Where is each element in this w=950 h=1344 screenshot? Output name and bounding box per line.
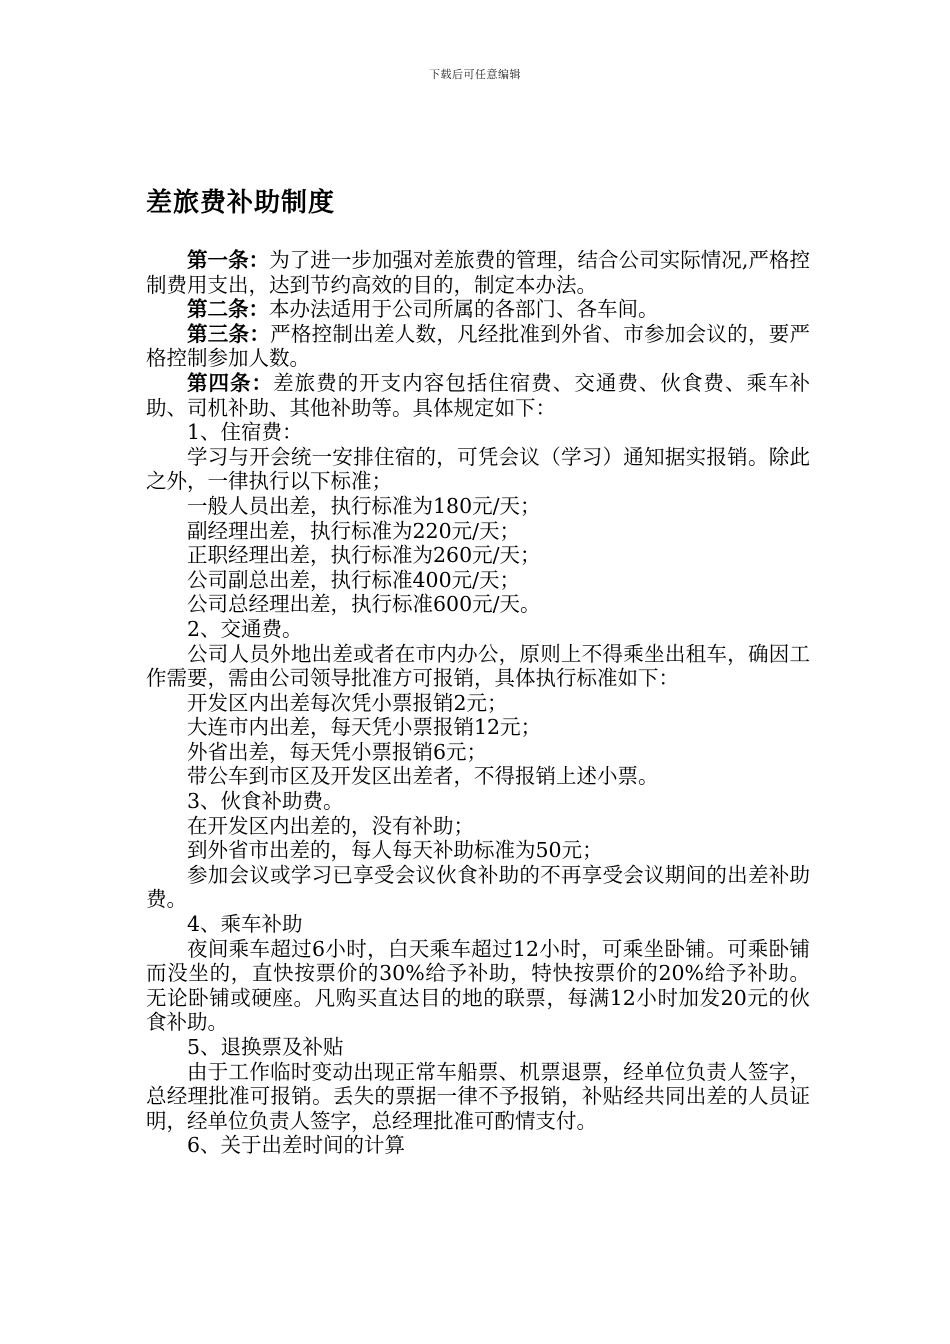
- body-line: 参加会议或学习已享受会议伙食补助的不再享受会议期间的出差补助费。: [146, 862, 810, 912]
- body-line: 一般人员出差，执行标准为180元/天；: [187, 493, 541, 518]
- article-1: [146, 248, 810, 297]
- body-line: 在开发区内出差的，没有补助；: [187, 813, 474, 838]
- article-3: [146, 322, 810, 371]
- article-text: 差旅费的开支内容包括住宿费、交通费、伙食费、乘车补助、司机补助、其他补助等。具体规定如下：: [146, 370, 811, 420]
- section-heading-ride-subsidy: 4、乘车补助: [187, 912, 303, 937]
- body-line: 外省出差，每天凭小票报销6元；: [187, 739, 488, 764]
- section-heading-trip-time: 6、关于出差时间的计算: [187, 1133, 406, 1158]
- body-line: 由于工作临时变动出现正常车船票、机票退票，经单位负责人签字，总经理批准可报销。丢失的票据一律不予报销，补贴经共同出差的人员证明，经单位负责人签字，总经理批准可酌情支付。: [146, 1059, 810, 1133]
- body-line: 开发区内出差每次凭小票报销2元；: [187, 690, 508, 715]
- document-title: 差旅费补助制度: [146, 188, 336, 218]
- body-line: 到外省市出差的，每人每天补助标准为50元；: [187, 838, 603, 863]
- article-4: [146, 371, 810, 420]
- body-line: 公司人员外地出差或者在市内办公，原则上不得乘坐出租车，确因工作需要，需由公司领导批准方可报销，具体执行标准如下：: [146, 641, 810, 691]
- body-line: 夜间乘车超过6小时，白天乘车超过12小时，可乘坐卧铺。可乘卧铺而没坐的，直快按票价的30%给予补助，特快按票价的20%给予补助。无论卧铺或硬座。凡购买直达目的地的联票，每满12小时加发20元的伙食补助。: [146, 936, 810, 1035]
- article-label: 第二条：: [187, 297, 269, 322]
- header-note: 下载后可任意编辑: [429, 68, 521, 81]
- body-line: 学习与开会统一安排住宿的，可凭会议（学习）通知据实报销。除此之外，一律执行以下标准；: [146, 444, 810, 494]
- section-heading-lodging: 1、住宿费：: [187, 420, 303, 445]
- body-line: 公司总经理出差，执行标准600元/天。: [187, 592, 541, 617]
- body-line: 副经理出差，执行标准为220元/天；: [187, 518, 521, 543]
- article-text: 本办法适用于公司所属的各部门、各车间。: [269, 297, 659, 322]
- article-text: 为了进一步加强对差旅费的管理，结合公司实际情况,严格控制费用支出，达到节约高效的目的，制定本办法。: [146, 248, 811, 297]
- body-line: 正职经理出差，执行标准为260元/天；: [187, 543, 541, 568]
- section-heading-meals: 3、伙食补助费。: [187, 789, 344, 814]
- body-line: 带公车到市区及开发区出差者，不得报销上述小票。: [187, 764, 659, 789]
- article-2: [146, 297, 810, 322]
- section-heading-transport: 2、交通费。: [187, 616, 303, 641]
- article-text: 严格控制出差人数，凡经批准到外省、市参加会议的，要严格控制参加人数。: [146, 321, 811, 371]
- section-heading-ticket-refund: 5、退换票及补贴: [187, 1035, 344, 1059]
- article-label: 第三条：: [187, 321, 271, 346]
- article-label: 第一条：: [187, 248, 270, 272]
- article-label: 第四条：: [187, 370, 274, 395]
- body-line: 公司副总出差，执行标准400元/天；: [187, 567, 521, 592]
- body-line: 大连市内出差，每天凭小票报销12元；: [187, 715, 542, 740]
- document-body: [146, 248, 810, 1158]
